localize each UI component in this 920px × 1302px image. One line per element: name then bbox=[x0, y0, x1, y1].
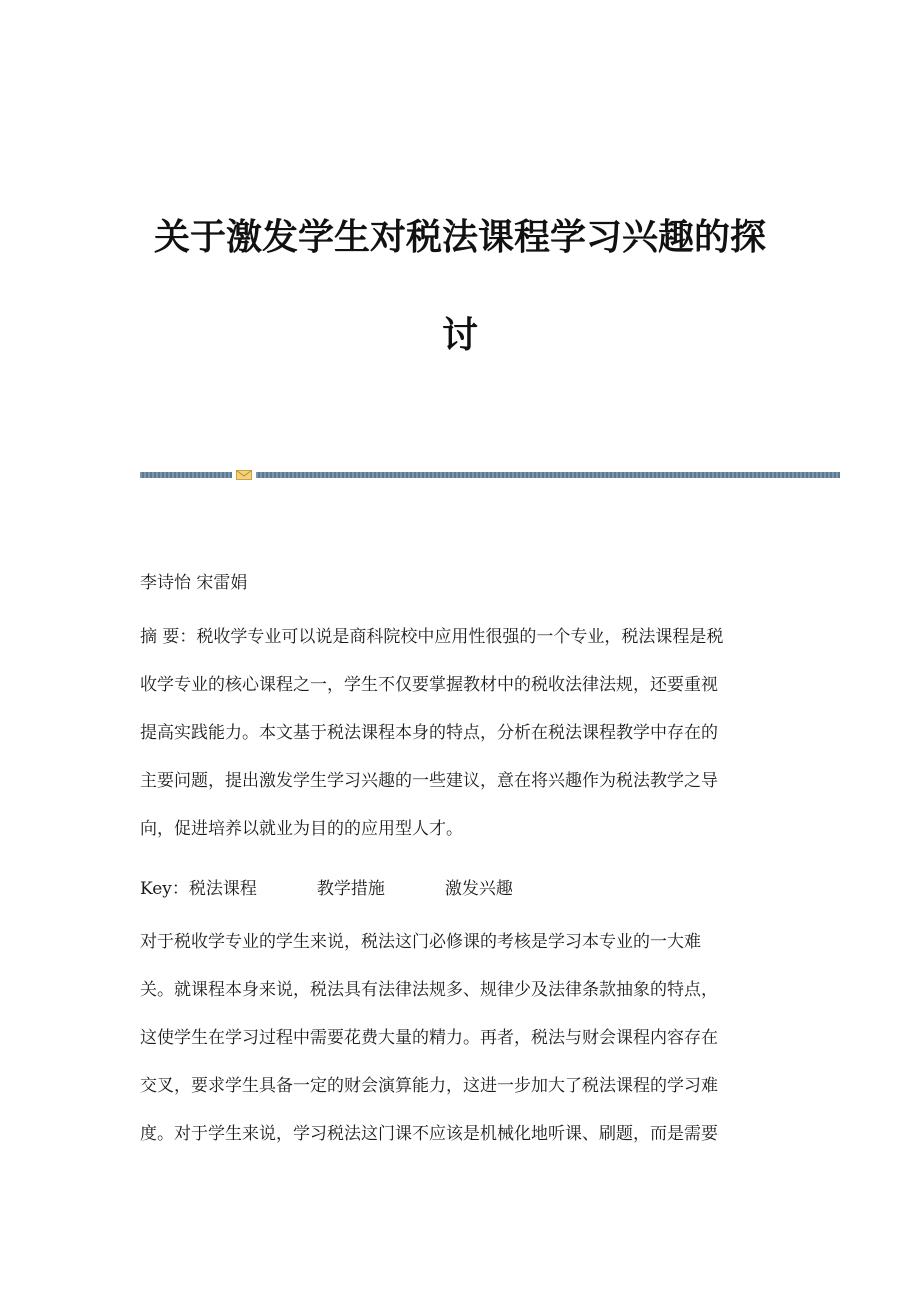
title-divider bbox=[140, 470, 840, 480]
abstract-line: 摘 要：税收学专业可以说是商科院校中应用性很强的一个专业，税法课程是税 bbox=[140, 627, 724, 647]
body-line: 度。对于学生来说，学习税法这门课不应该是机械化地听课、刷题，而是需要 bbox=[140, 1124, 718, 1144]
keywords bbox=[140, 874, 785, 899]
body-line: 对于税收学专业的学生来说，税法这门必修课的考核是学习本专业的一大难 bbox=[140, 932, 701, 952]
abstract-line: 主要问题，提出激发学生学习兴趣的一些建议，意在将兴趣作为税法教学之导 bbox=[140, 771, 718, 791]
divider-bar-left bbox=[140, 472, 232, 478]
body-line: 交叉，要求学生具备一定的财会演算能力，这进一步加大了税法课程的学习难 bbox=[140, 1076, 718, 1096]
body-line: 关。就课程本身来说，税法具有法律法规多、规律少及法律条款抽象的特点， bbox=[140, 980, 718, 1000]
keyword-item: 激发兴趣 bbox=[444, 879, 513, 899]
envelope-icon bbox=[236, 470, 252, 480]
document-title-line-2: 讨 bbox=[441, 315, 478, 356]
keyword-item: 教学措施 bbox=[316, 879, 385, 899]
document-title-line-1: 关于激发学生对税法课程学习兴趣的探 bbox=[153, 217, 766, 258]
body-line: 这使学生在学习过程中需要花费大量的精力。再者，税法与财会课程内容存在 bbox=[140, 1028, 718, 1048]
keywords-label: Key： bbox=[140, 879, 189, 899]
authors: 李诗怡 宋雷娟 bbox=[140, 573, 248, 593]
divider-bar-right bbox=[256, 472, 840, 478]
abstract-line: 向，促进培养以就业为目的的应用型人才。 bbox=[140, 819, 463, 839]
abstract-line: 提高实践能力。本文基于税法课程本身的特点，分析在税法课程教学中存在的 bbox=[140, 723, 718, 743]
keyword-item: 税法课程 bbox=[188, 879, 257, 899]
abstract-line: 收学专业的核心课程之一，学生不仅要掌握教材中的税收法律法规，还要重视 bbox=[140, 675, 718, 695]
